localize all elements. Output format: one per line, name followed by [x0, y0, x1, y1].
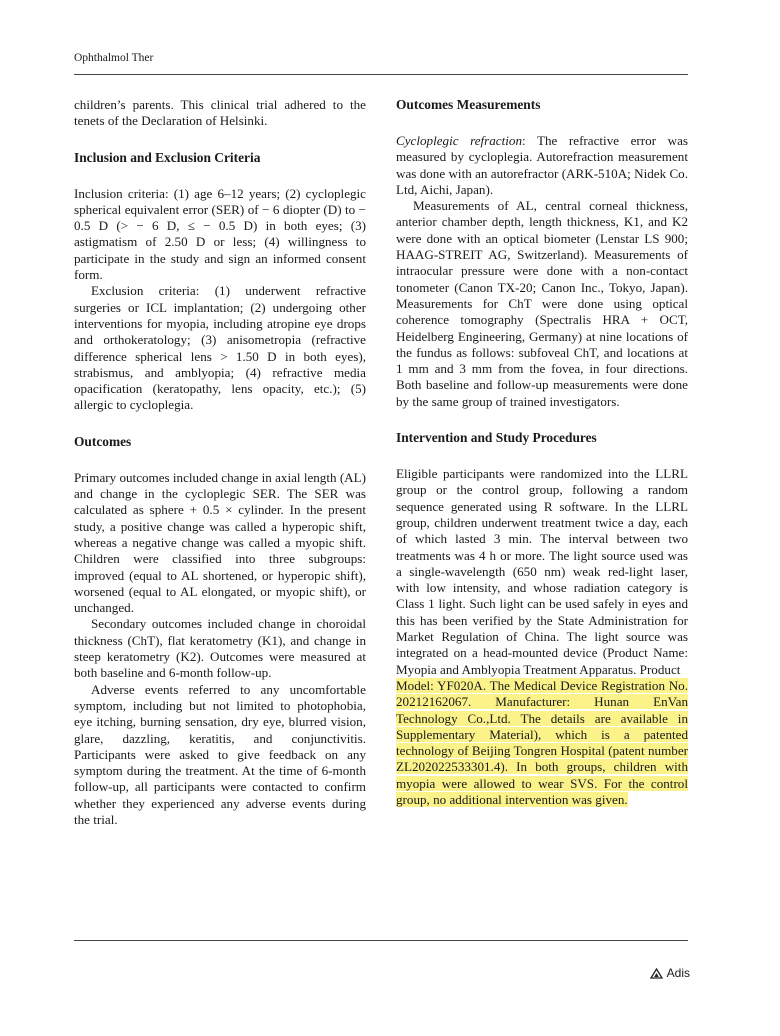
- running-head: Ophthalmol Ther: [74, 52, 154, 64]
- exclusion-paragraph: Exclusion criteria: (1) underwent refractive surgeries or ICL implantation; (2) undergoing other interventions for myopia, including atropine eye drops and orthokeratology; (3) anisometropia (refractive difference spherical lens > 1.50 D in both eyes), strabismus, and amblyopia; (4) refractive media opacification (keratopathy, lens opacity, etc.); (5) allergic to cycloplegia.: [74, 283, 366, 413]
- intervention-heading: Intervention and Study Procedures: [396, 430, 597, 446]
- inclusion-paragraph: Inclusion criteria: (1) age 6–12 years; (2) cycloplegic spherical equivalent error (SER) of − 6 diopter (D) to − 0.5 D (> − 6 D, ≤ − 0.5 D) in both eyes; (3) astigmatism of 2.50 D or less; (4) willingness to participate in the study and sign an informed consent form.: [74, 185, 366, 283]
- highlighted-paragraph: [396, 678, 688, 808]
- header-rule: [74, 74, 688, 75]
- measurements-heading: Outcomes Measurements: [396, 97, 541, 112]
- secondary-outcomes-paragraph: Secondary outcomes included change in choroidal thickness (ChT), flat keratometry (K1), and change in steep keratometry (K2). Outcomes were measured at both baseline and 6-month follow-up.: [74, 616, 366, 681]
- cycloplegic-paragraph: [396, 133, 688, 198]
- adverse-events-paragraph: Adverse events referred to any uncomfortable symptom, including but not limited to photophobia, eye itching, burning sensation, dry eye, blurred vision, glare, dazzling, keratitis, and conjunctivitis. Participants were asked to give feedback on any symptom during the treatment. At the time of 6-month follow-up, all participants were contacted to confirm whether they experienced any adverse events during the trial.: [74, 681, 366, 827]
- intro-paragraph: children’s parents. This clinical trial adhered to the tenets of the Declaration of Helsinki.: [74, 97, 366, 129]
- right-column: [396, 97, 688, 808]
- measurements-paragraph: Measurements of AL, central corneal thickness, anterior chamber depth, length thickness, K1, and K2 were done with an optical biometer (Lenstar LS 900; HAAG-STREIT AG, Switzerland). Measurements of intraocular pressure were done with a non-contact tonometer (Canon TX-20; Canon Inc., Tokyo, Japan). Measurements for ChT were done using optical coherence tomography (Spectralis HRA + OCT, Heidelberg Engineering, Germany) at nine locations of the fundus as follows: subfoveal ChT, and locations at 1 mm and 3 mm from the fovea, in four directions. Both baseline and follow-up measurements were done by the same group of trained investigators.: [396, 198, 688, 409]
- left-column: [74, 97, 366, 828]
- adis-triangle-icon: [650, 968, 663, 979]
- cycloplegic-text: : The refractive error was measured by cycloplegia. Autorefraction measurement was done with an autorefractor (ARK-510A; Nidek Co. Ltd, Aichi, Japan).: [396, 133, 688, 197]
- publisher-name: Adis: [666, 966, 690, 980]
- inclusion-heading: Inclusion and Exclusion Criteria: [74, 149, 261, 165]
- footer-rule: [74, 940, 688, 941]
- primary-outcomes-paragraph: Primary outcomes included change in axial length (AL) and change in the cycloplegic SER. The SER was calculated as sphere + 0.5 × cylinder. In the present study, a positive change was called a hyperopic shift, whereas a negative change was called a myopic shift. Children were classified into three subgroups: improved (equal to AL shortened, or hyperopic shift), worsened (equal to AL elongated, or myopic shift), or unchanged.: [74, 469, 366, 616]
- outcomes-heading: Outcomes: [74, 433, 132, 449]
- highlighted-text: Model: YF020A. The Medical Device Registration No. 20212162067. Manufacturer: Hunan EnVan Technology Co.,Ltd. The details are available in Supplementary Material), which is a patented technology of Beijing Tongren Hospital (patent number ZL202022533301.4). In both groups, children with myopia were allowed to wear SVS. For the control group, no additional intervention was given.: [396, 677, 688, 807]
- publisher-logo: [650, 966, 690, 980]
- intervention-paragraph: Eligible participants were randomized into the LLRL group or the control group, following a random sequence generated using R software. In the LLRL group, children underwent treatment twice a day, each of which lasted 3 min. The interval between two treatments was 4 h or more. The light source used was a single-wavelength (650 nm) weak red-light laser, with low intensity, and whose radiation category is Class 1 light. Such light can be used safely in eyes and this has been verified by the State Administration for Market Regulation of China. The light source was integrated on a head-mounted device (Product Name: Myopia and Amblyopia Treatment Apparatus. Product: [396, 466, 688, 677]
- cycloplegic-label: Cycloplegic refraction: [396, 133, 522, 148]
